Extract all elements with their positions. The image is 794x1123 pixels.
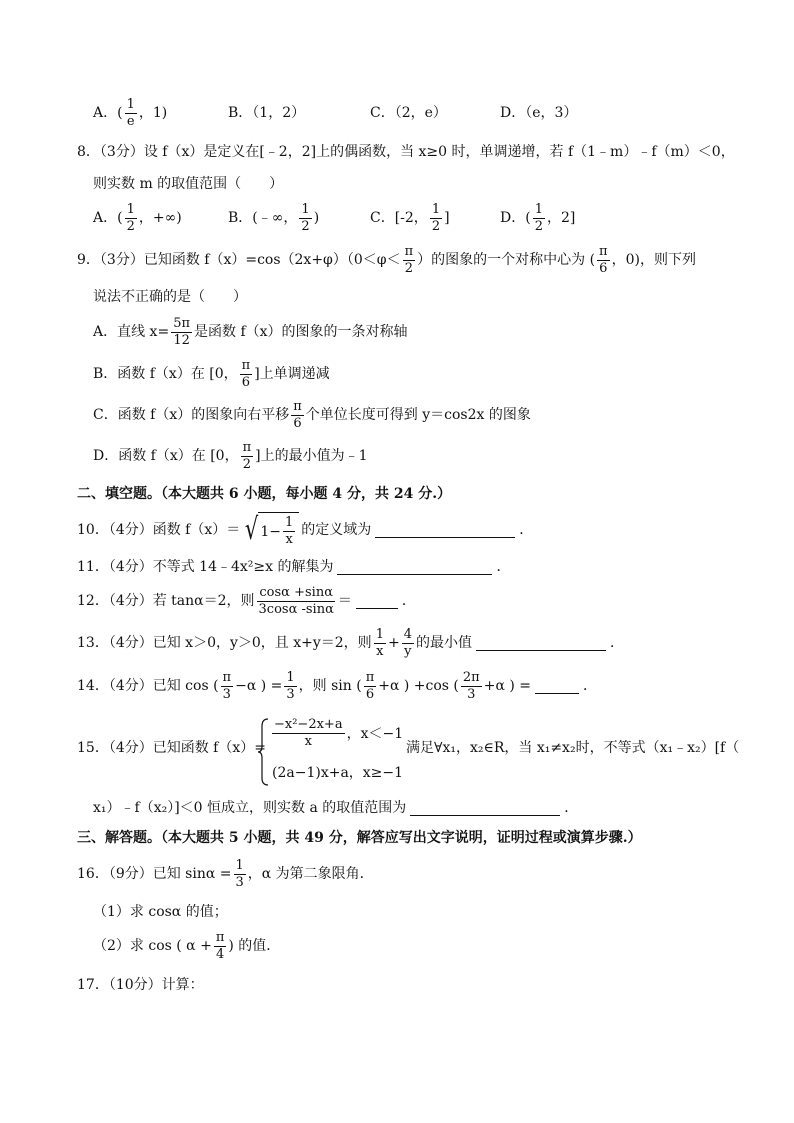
q9-option-a: A．直线 x= $\frac{5\pi}{12}$ 是函数 f（x）的图象的一条对称轴 [93,315,408,348]
q13: 13．（4分）已知 x＞0，y＞0，且 x+y＝2，则 $\frac{1}{x}$ + $\frac{4}{y}$ 的最小值 ． [77,626,624,659]
q9-option-d: D．函数 f（x）在 [0， $\frac{\pi}{2}$ ]上的最小值为﹣1 [93,439,368,472]
q9-option-c: C．函数 f（x）的图象向右平移 $\frac{\pi}{6}$ 个单位长度可得到 y＝cos2x 的图象 [93,398,531,431]
q8-stem-line1: 8．（3分）设 f（x）是定义在[﹣2，2]上的偶函数，当 x≥0 时，单调递增，若 f（1﹣m）﹣f（m）＜0， [77,144,735,160]
piecewise-brace [257,718,269,786]
q11-answer-blank[interactable] [337,560,492,575]
q16-part2: （2）求 cos ( α + $\frac{\pi}{4}$ ) 的值． [93,929,281,962]
square-root-sign: √ 1− $\frac{1}{x}$ [242,512,299,548]
q8-option-d: D．( $\frac{1}{2}$ ，2] [500,201,576,234]
q8-option-a: A．( $\frac{1}{2}$ ，+∞) [93,201,182,234]
q7-option-d: D．（e，3） [500,105,578,121]
q12-answer-blank[interactable] [356,594,398,609]
q16-part1: （1）求 cosα 的值； [93,904,228,920]
q14-answer-blank[interactable] [535,679,579,694]
q15-piece-1: $\frac{\text{−x²−2x+a}}{x}$ ，x＜−1 [274,717,404,749]
q15-answer-blank[interactable] [410,801,560,816]
q16-stem: 16．（9分）已知 sinα = $\frac{1}{3}$ ，α 为第二象限角． [77,857,374,890]
q15-line2: x₁）﹣f（x₂）]＜0 恒成立，则实数 a 的取值范围为 ． [93,800,579,816]
q15-piece-2: (2a−1)x+a，x≥−1 [272,765,404,781]
section-solution-heading: 三、解答题。（本大题共 5 小题，共 49 分，解答应写出文字说明，证明过程或演算步骤.） [77,830,642,846]
q10: 10．（4分）函数 f（x）＝ √ 1− $\frac{1}{x}$ 的定义域为 ． [77,512,534,547]
q9-stem-line1: 9．（3分）已知函数 f（x）=cos（2x+φ）（0＜φ＜ $\frac{\pi}{2}$ ）的图象的一个对称中心为 ( $\frac{\pi}{6}$ ，0)，则下列 [77,243,696,276]
q17-stem: 17．（10分）计算： [77,977,204,993]
q7-option-a: A．( $\frac{1}{e}$ ，1) [93,96,168,129]
q8-option-c: C．[-2， $\frac{1}{2}$ ] [370,201,450,234]
q11: 11．（4分）不等式 14﹣4x²≥x 的解集为 ． [77,559,511,575]
q9-stem-line2: 说法不正确的是（ ） [93,289,247,305]
q12: 12．（4分）若 tanα＝2，则 $\frac{\cos\alpha +\sin\alpha}{3\cos\alpha -\sin\alpha}$ ＝ ． [77,584,416,617]
q8-option-b: B．(﹣∞， $\frac{1}{2}$ ) [228,201,320,234]
q7-option-c: C．（2，e） [370,105,447,121]
q15-condition: 满足∀x₁，x₂∈R，当 x₁≠x₂时，不等式（x₁﹣x₂）[f（ [406,740,740,756]
q14: 14．（4分）已知 cos ( $\frac{\pi}{3}$ −α ) = $\frac{1}{3}$ ，则 sin ( $\frac{\pi}{6}$ +α ) +cos ( $\frac{2\pi}{3}$ +α ) = ． [77,669,598,702]
q9-option-b: B．函数 f（x）在 [0， $\frac{\pi}{6}$ ]上单调递减 [93,357,330,390]
q15-prefix: 15．（4分）已知函数 f（x）= [77,740,266,756]
q13-answer-blank[interactable] [476,636,606,651]
q8-stem-line2: 则实数 m 的取值范围（ ） [93,176,284,192]
q7-option-b: B．（1，2） [228,105,306,121]
section-fill-in-heading: 二、填空题。（本大题共 6 小题，每小题 4 分，共 24 分.） [77,486,452,502]
q10-answer-blank[interactable] [375,523,515,538]
